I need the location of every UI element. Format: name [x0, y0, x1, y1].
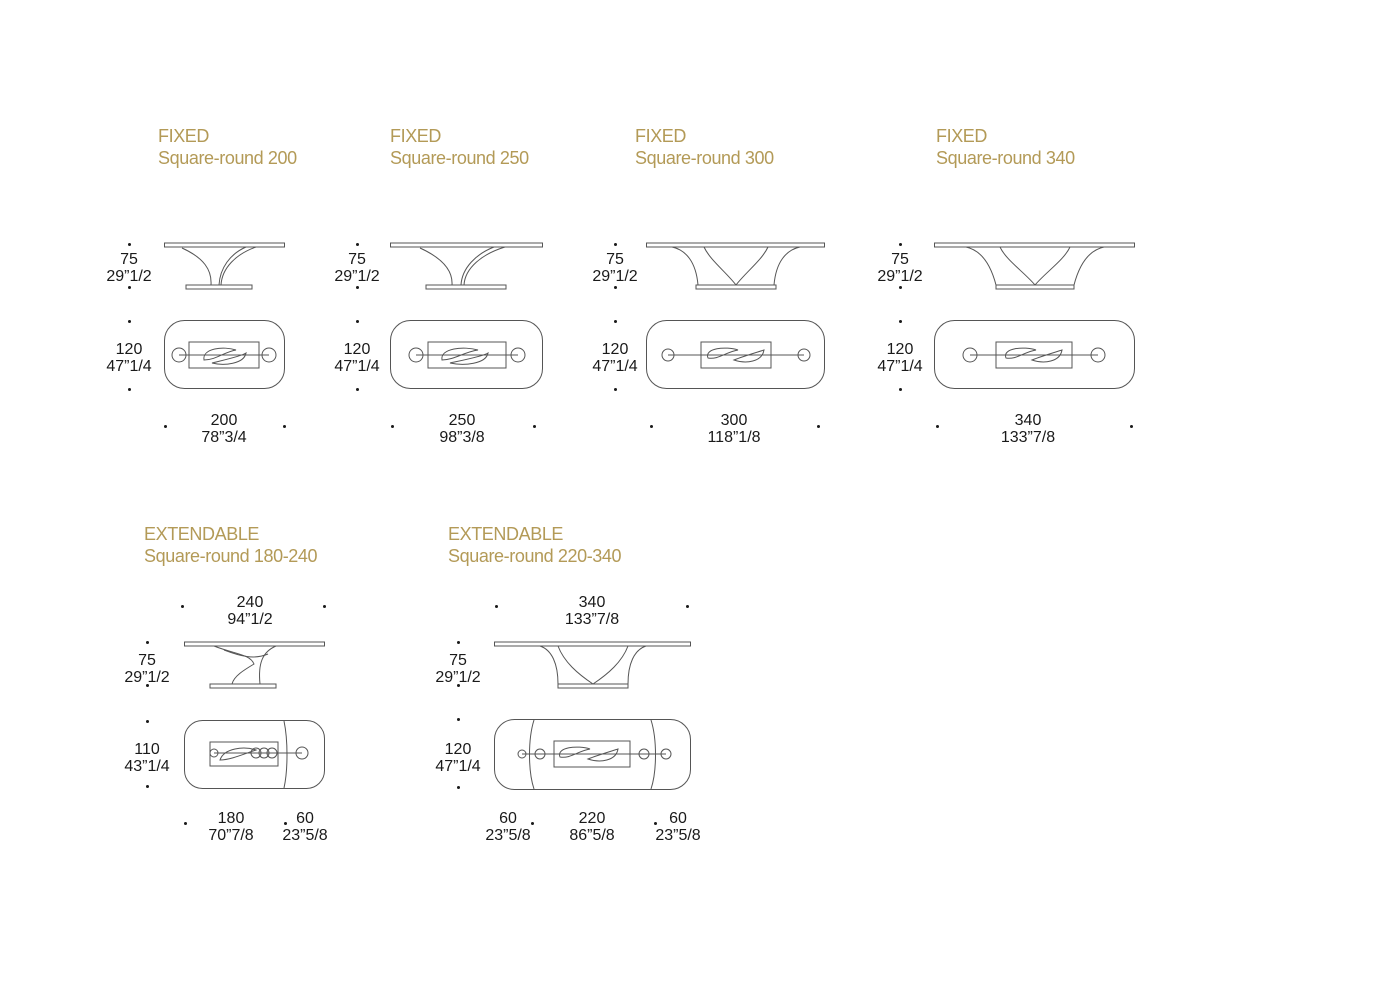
model-name: Square-round 180-240	[144, 546, 318, 566]
model-heading	[144, 523, 317, 567]
side-view-drawing	[494, 640, 692, 690]
overall-length-dimension	[552, 594, 632, 628]
length-dimension	[422, 412, 502, 446]
side-view-drawing	[184, 640, 326, 690]
depth-cm: 120	[115, 341, 143, 358]
segment-dimension-2	[273, 810, 337, 844]
table-extendable-180-240	[115, 523, 355, 853]
height-dimension	[100, 251, 158, 285]
model-type: FIXED	[390, 126, 442, 146]
side-view-drawing	[934, 240, 1136, 292]
segment-inch: 23”5/8	[485, 827, 531, 844]
depth-cm: 120	[601, 341, 629, 358]
height-cm: 75	[138, 652, 156, 669]
height-inch: 29”1/2	[592, 268, 638, 285]
length-cm: 200	[210, 412, 238, 429]
segment-cm: 180	[217, 810, 245, 827]
depth-inch: 47”1/4	[592, 358, 638, 375]
top-view-drawing	[164, 320, 286, 390]
depth-inch: 43”1/4	[124, 758, 170, 775]
model-heading	[448, 523, 621, 567]
height-dimension	[119, 652, 175, 686]
height-cm: 75	[606, 251, 624, 268]
length-inch: 98”3/8	[439, 429, 485, 446]
height-cm: 75	[348, 251, 366, 268]
segment-cm: 60	[669, 810, 687, 827]
depth-dimension	[588, 341, 642, 375]
height-inch: 29”1/2	[124, 669, 170, 686]
table-fixed-200	[100, 125, 300, 455]
side-view-drawing	[164, 240, 286, 292]
length-dimension	[694, 412, 774, 446]
segment-inch: 70”7/8	[208, 827, 254, 844]
depth-inch: 47”1/4	[106, 358, 152, 375]
depth-dimension	[100, 341, 158, 375]
top-view-drawing	[390, 320, 544, 390]
overall-length-cm: 240	[236, 594, 264, 611]
model-heading	[158, 125, 297, 169]
side-view-drawing	[390, 240, 544, 292]
depth-dimension	[119, 741, 175, 775]
depth-cm: 120	[343, 341, 371, 358]
model-type: EXTENDABLE	[448, 524, 564, 544]
segment-cm: 220	[578, 810, 606, 827]
depth-inch: 47”1/4	[435, 758, 481, 775]
top-view-drawing	[494, 719, 692, 791]
segment-dimension-1	[476, 810, 540, 844]
overall-length-inch: 94”1/2	[227, 611, 273, 628]
model-heading	[390, 125, 529, 169]
overall-length-cm: 340	[578, 594, 606, 611]
depth-cm: 120	[444, 741, 472, 758]
model-type: FIXED	[158, 126, 210, 146]
length-inch: 78”3/4	[201, 429, 247, 446]
length-cm: 250	[448, 412, 476, 429]
height-dimension	[873, 251, 927, 285]
table-fixed-300	[588, 125, 838, 455]
model-name: Square-round 300	[635, 148, 774, 168]
depth-dimension	[873, 341, 927, 375]
model-name: Square-round 340	[936, 148, 1075, 168]
height-cm: 75	[891, 251, 909, 268]
model-name: Square-round 220-340	[448, 546, 622, 566]
length-inch: 118”1/8	[707, 429, 761, 446]
segment-cm: 60	[296, 810, 314, 827]
model-heading	[635, 125, 774, 169]
depth-dimension	[430, 741, 486, 775]
overall-length-dimension	[210, 594, 290, 628]
depth-cm: 110	[134, 741, 160, 758]
segment-dimension-1	[191, 810, 271, 844]
depth-cm: 120	[886, 341, 914, 358]
height-dimension	[588, 251, 642, 285]
height-inch: 29”1/2	[334, 268, 380, 285]
length-inch: 133”7/8	[1000, 429, 1056, 446]
model-type: EXTENDABLE	[144, 524, 260, 544]
length-dimension	[988, 412, 1068, 446]
segment-inch: 23”5/8	[655, 827, 701, 844]
top-view-drawing	[646, 320, 826, 390]
height-dimension	[430, 652, 486, 686]
height-cm: 75	[120, 251, 138, 268]
height-inch: 29”1/2	[435, 669, 481, 686]
table-fixed-340	[873, 125, 1143, 455]
depth-dimension	[330, 341, 384, 375]
depth-inch: 47”1/4	[334, 358, 380, 375]
segment-inch: 23”5/8	[282, 827, 328, 844]
height-inch: 29”1/2	[106, 268, 152, 285]
table-fixed-250	[330, 125, 560, 455]
table-extendable-220-340	[420, 523, 720, 853]
length-cm: 300	[720, 412, 748, 429]
length-dimension	[184, 412, 264, 446]
height-inch: 29”1/2	[877, 268, 923, 285]
model-type: FIXED	[936, 126, 988, 146]
top-view-drawing	[184, 720, 326, 790]
depth-inch: 47”1/4	[877, 358, 923, 375]
model-name: Square-round 200	[158, 148, 297, 168]
model-type: FIXED	[635, 126, 687, 146]
height-cm: 75	[449, 652, 467, 669]
model-heading	[936, 125, 1075, 169]
segment-dimension-3	[646, 810, 710, 844]
side-view-drawing	[646, 240, 826, 292]
top-view-drawing	[934, 320, 1136, 390]
segment-dimension-2	[552, 810, 632, 844]
length-cm: 340	[1014, 412, 1042, 429]
model-name: Square-round 250	[390, 148, 529, 168]
segment-inch: 86”5/8	[569, 827, 615, 844]
segment-cm: 60	[499, 810, 517, 827]
height-dimension	[330, 251, 384, 285]
overall-length-inch: 133”7/8	[564, 611, 620, 628]
